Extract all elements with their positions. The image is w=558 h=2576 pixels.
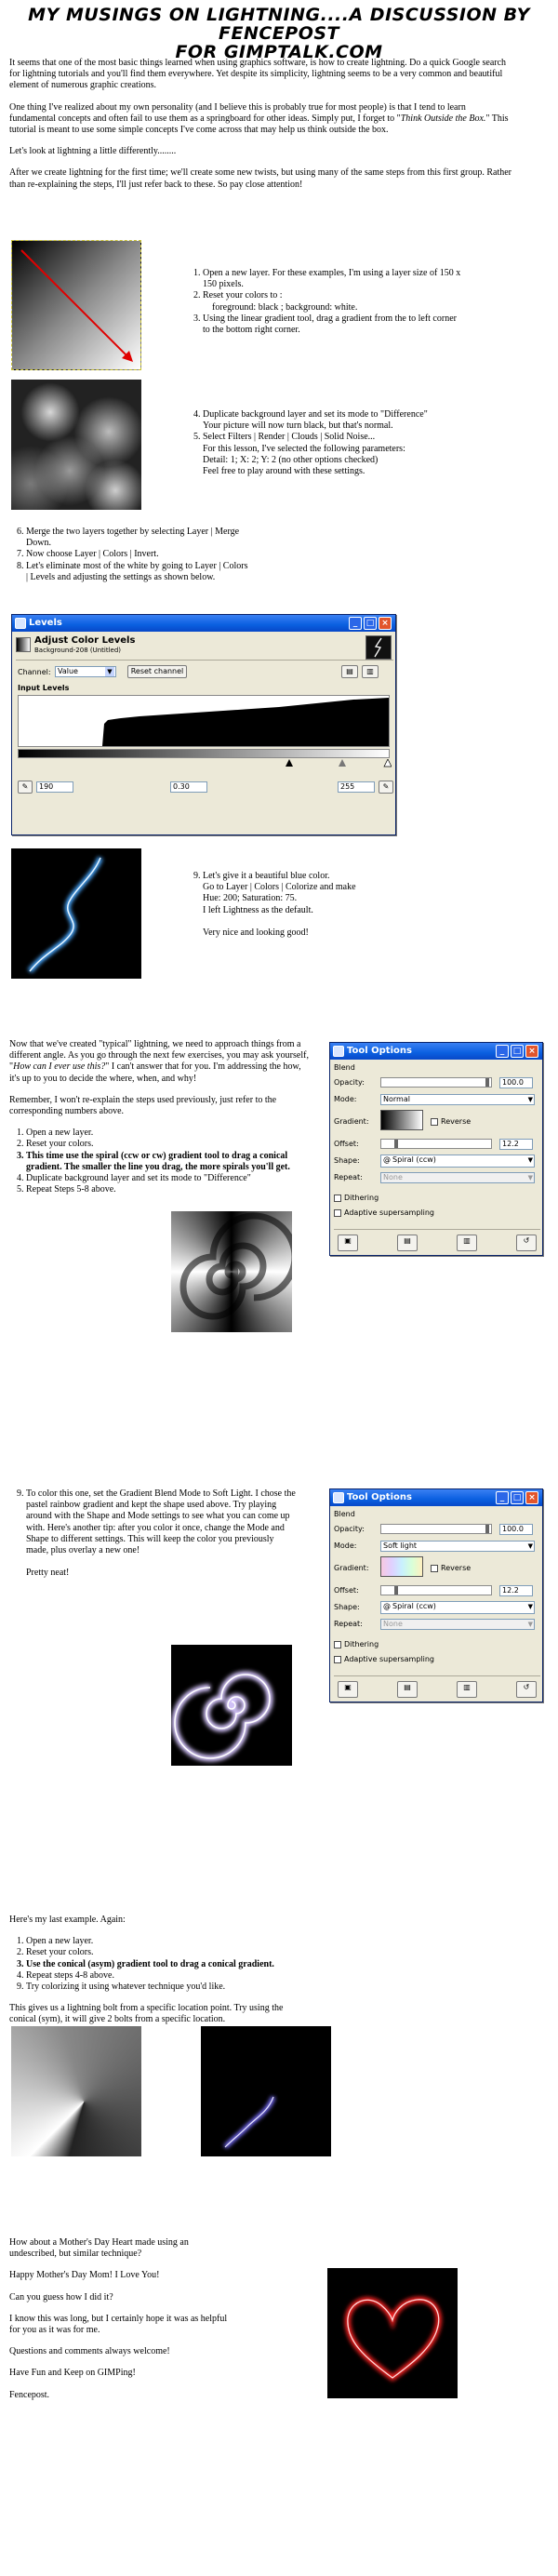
maximize-icon[interactable]: □ — [364, 617, 377, 630]
part4-paragraph: This gives us a lightning bolt from a specific location point. Try using the conical (sym), it will give 2 bolts from a specific location. — [9, 2003, 284, 2025]
difference-clouds-image — [11, 380, 141, 510]
reset-options-icon[interactable]: ↺ — [516, 1235, 537, 1251]
offset-slider[interactable] — [380, 1585, 492, 1595]
tool-options-app-icon — [333, 1492, 344, 1503]
part4-intro: Here's my last example. Again: — [9, 1915, 126, 1925]
chevron-down-icon: ▼ — [105, 667, 114, 676]
adaptive-supersampling-checkbox[interactable]: Adaptive supersampling — [334, 1653, 538, 1666]
delete-options-icon[interactable]: ▥ — [457, 1235, 477, 1251]
offset-field[interactable]: 12.2 — [499, 1585, 533, 1596]
mode-select[interactable]: Normal ▼ — [380, 1094, 535, 1105]
glowing-spiral — [171, 1645, 292, 1766]
delete-options-icon[interactable]: ▥ — [457, 1681, 477, 1698]
step-9: 9. Let's give it a beautiful blue color. Go to Layer | Colors | Colorize and make Hue: 200; Saturation: 75. I left Lightness as the default. Very nice and looking good! — [186, 871, 363, 939]
heart-lightning-image — [327, 2268, 458, 2398]
tool-options-dialog-2: Tool Options _ □ × Blend Opacity: 100.0 Mode: Soft light ▼ Gradient: Reverse Offset: 12.2 Shape: @ Spiral (ccw) ▼ Repeat: None ▼ Dithering Adaptive supersampling ▣ ▤ ▥ ↺ — [329, 1488, 543, 1702]
blue-lightning-image — [11, 848, 141, 979]
steps-4-5 — [186, 409, 493, 477]
reverse-checkbox[interactable]: Reverse — [431, 1115, 471, 1128]
part2-intro — [9, 1039, 312, 1195]
chevron-down-icon: ▼ — [527, 1096, 533, 1103]
levels-titlebar[interactable] — [12, 615, 395, 632]
part2-step-1: 1. Open a new layer. — [26, 1128, 312, 1139]
reset-channel-button[interactable]: Reset channel — [127, 665, 187, 678]
part2-step-3: 3. This time use the spiral (ccw or cw) gradient tool to drag a conical gradient. The smaller the line you drag, the more spirals you'll get. — [26, 1151, 312, 1173]
step-4: 4. Duplicate background layer and set its mode to "Difference" Your picture will now turn black, but that's normal. — [203, 409, 493, 432]
gradient-swatch[interactable] — [380, 1110, 423, 1130]
linear-gradient-image — [11, 240, 141, 370]
pastel-spiral-lightning-image — [171, 1645, 292, 1766]
step-1: 1. Open a new layer. For these examples, I'm using a layer size of 150 x 150 pixels. — [203, 268, 465, 290]
part4-section — [9, 1915, 288, 2036]
repeat-select[interactable]: None ▼ — [380, 1619, 535, 1630]
part2-paragraph-2: Remember, I won't re-explain the steps used previously, just refer to the corresponding numbers above. — [9, 1094, 277, 1116]
linear-histogram-icon[interactable]: ▤ — [341, 665, 358, 678]
pick-black-icon[interactable]: ✎ — [18, 781, 33, 794]
adaptive-supersampling-checkbox[interactable]: Adaptive supersampling — [334, 1207, 538, 1220]
part4-step-3: 3. Use the conical (asym) gradient tool to drag a conical gradient. — [26, 1959, 288, 1970]
restore-options-icon[interactable]: ▤ — [397, 1681, 418, 1698]
intro-paragraph-2: One thing I've realized about my own personality (and I believe this is probably true for most people) is that I tend to learn fundamental concepts and often fail to use them as a springboard for other ideas. Simply put, I forget to "Think Outside the Box." This tutorial is meant to use some simple concepts I've come across that may help us think outside the box. — [9, 101, 509, 135]
levels-subheading: Background-208 (Untitled) — [34, 647, 122, 654]
closing-signature: Fencepost. — [9, 2389, 50, 2400]
mode-select[interactable]: Soft light ▼ — [380, 1541, 535, 1552]
blue-lightning-bolt — [11, 848, 141, 979]
lightning-thumb-icon — [366, 636, 391, 659]
part3-steps — [9, 1488, 298, 1580]
shape-select[interactable]: @ Spiral (ccw) ▼ — [380, 1155, 535, 1168]
closing-paragraph-1: How about a Mother's Day Heart made using an undescribed, but similar technique? — [9, 2237, 189, 2260]
chevron-down-icon: ▼ — [527, 1542, 533, 1550]
intro-section — [9, 58, 512, 201]
step-2: 2. Reset your colors to : foreground: black ; background: white. — [203, 290, 465, 313]
part2-paragraph-1: Now that we've created "typical" lightning, we need to approach things from a different angle. As you go through the next few exercises, you may ask yourself, "How can I ever use this?" I can't answer that for you. I'm addressing the how, it's up to you to decide the where, when, and why! — [9, 1039, 309, 1084]
closing-paragraph-6: Have Fun and Keep on GIMPing! — [9, 2368, 136, 2379]
intro-paragraph-4: After we create lightning for the first time; we'll create some new twists, but using many of the same steps from this first group. Rather than re-explaining the steps, I'll just refer back to these. So pay close attention! — [9, 167, 512, 190]
steps-1-3 — [186, 268, 465, 336]
minimize-icon[interactable]: _ — [496, 1491, 509, 1504]
intro-paragraph-1: It seems that one of the most basic things learned when using graphics software, is how to create lightning. Do a quick Google search for lightning tutorials and you'll find them everywhere. Yet despite its simplicity, lightning seems to be a very common and beautiful element of numerous graphic creations. — [9, 58, 507, 91]
levels-dialog — [11, 614, 396, 835]
gamma-input-field[interactable]: 0.30 — [170, 781, 207, 793]
shape-select[interactable]: @ Spiral (ccw) ▼ — [380, 1601, 535, 1614]
part4-step-4: 4. Repeat steps 4-8 above. — [26, 1970, 288, 1982]
maximize-icon[interactable]: □ — [511, 1491, 524, 1504]
restore-options-icon[interactable]: ▤ — [397, 1235, 418, 1251]
channel-label: Channel: — [18, 668, 51, 676]
step-6: 6. Merge the two layers together by selecting Layer | Merge Down. — [26, 527, 251, 549]
part4-step-9: 9. Try colorizing it using whatever technique you'd like. — [26, 1982, 288, 1993]
tool-options-app-icon — [333, 1046, 344, 1057]
intro-paragraph-3: Let's look at lightning a little differently........ — [9, 146, 177, 157]
input-levels-label: Input Levels — [18, 684, 70, 692]
save-options-icon[interactable]: ▣ — [338, 1235, 358, 1251]
part2-step-2: 2. Reset your colors. — [26, 1139, 312, 1150]
gradient-arrow-icon — [12, 241, 142, 371]
tool-options-titlebar-1[interactable]: Tool Options _ □ × — [330, 1043, 542, 1060]
part2-step-5: 5. Repeat Steps 5-8 above. — [26, 1184, 312, 1195]
opacity-field[interactable]: 100.0 — [499, 1077, 533, 1088]
step-5: 5. Select Filters | Render | Clouds | Solid Noise... For this lesson, I've selected the following parameters: Detail: 1; X: 2; Y: 2 (no other options checked) Feel free to play around with these settings. — [203, 432, 493, 477]
tool-options-dialog-1: Tool Options _ □ × Blend Opacity: 100.0 Mode: Normal ▼ Gradient: Reverse Offset: 12.2 Shape: @ Spiral (ccw) ▼ Repeat: None ▼ Dithering Adaptive supersampling ▣ ▤ ▥ ↺ — [329, 1042, 543, 1256]
part2-steps — [9, 1128, 312, 1195]
spiral-gradient-image — [171, 1211, 292, 1332]
step-3: 3. Using the linear gradient tool, drag a gradient from the to left corner to the bottom right corner. — [203, 314, 465, 336]
chevron-down-icon: ▼ — [527, 1621, 533, 1628]
minimize-icon[interactable]: _ — [349, 617, 362, 630]
tool-options-titlebar-2[interactable]: Tool Options _ □ × — [330, 1489, 542, 1506]
levels-window-title: Levels — [29, 618, 62, 628]
low-input-field[interactable]: 190 — [36, 781, 73, 793]
levels-app-icon — [15, 618, 26, 629]
levels-header-icon — [16, 637, 31, 652]
dithering-checkbox[interactable]: Dithering — [334, 1192, 538, 1205]
repeat-select[interactable]: None ▼ — [380, 1172, 535, 1183]
closing-paragraph-4: I know this was long, but I certainly hope it was as helpful for you as it was for me. — [9, 2313, 228, 2335]
steps-6-8 — [9, 527, 251, 583]
closing-section — [9, 2237, 232, 2411]
pick-white-icon[interactable]: ✎ — [379, 781, 393, 794]
high-input-field[interactable]: 255 — [338, 781, 375, 793]
single-bolt-image — [201, 2026, 331, 2156]
chevron-down-icon: ▼ — [527, 1174, 533, 1181]
close-icon[interactable]: × — [379, 617, 392, 630]
pastel-gradient-swatch[interactable] — [380, 1556, 423, 1577]
red-heart-icon — [327, 2268, 458, 2398]
blend-section-label: Blend — [334, 1063, 355, 1072]
spiral-icon: @ — [383, 1602, 391, 1610]
closing-paragraph-3: Can you guess how I did it? — [9, 2291, 113, 2302]
blend-section-label: Blend — [334, 1510, 355, 1518]
opacity-slider[interactable] — [380, 1077, 492, 1088]
log-histogram-icon[interactable]: ▥ — [362, 665, 379, 678]
title-line-2: FOR GIMPTALK.COM — [175, 42, 383, 62]
offset-field[interactable]: 12.2 — [499, 1139, 533, 1150]
histogram — [18, 695, 390, 747]
conical-gradient-image — [11, 2026, 141, 2156]
dithering-checkbox[interactable]: Dithering — [334, 1638, 538, 1651]
save-options-icon[interactable]: ▣ — [338, 1681, 358, 1698]
histogram-graph — [19, 696, 389, 746]
level-handles[interactable] — [16, 759, 392, 768]
part2-step-4: 4. Duplicate background layer and set its mode to "Difference" — [26, 1173, 312, 1184]
reverse-checkbox[interactable]: Reverse — [431, 1562, 471, 1575]
part3-step-9: 9. To color this one, set the Gradient Blend Mode to Soft Light. I chose the pastel rainbow gradient and kept the shape used above. Try playing around with the Shape and Mode settings to see what you can come up with. Here's another tip: after you color it once, change the Mode and Shape to different settings. This will keep the color you previously made, plus overlay a new one! Pretty neat! — [26, 1488, 298, 1580]
levels-thumbnail — [365, 635, 392, 660]
step-8: 8. Let's eliminate most of the white by going to Layer | Colors | Levels and adjusting the settings as shown below. — [26, 561, 251, 583]
levels-heading: Adjust Color Levels — [34, 635, 136, 646]
violet-lightning-bolt — [201, 2026, 331, 2156]
minimize-icon[interactable]: _ — [496, 1045, 509, 1058]
close-icon[interactable]: × — [525, 1045, 538, 1058]
step-7: 7. Now choose Layer | Colors | Invert. — [26, 549, 251, 560]
closing-paragraph-5: Questions and comments always welcome! — [9, 2346, 170, 2357]
opacity-field[interactable]: 100.0 — [499, 1524, 533, 1535]
page-title — [0, 6, 558, 61]
chevron-down-icon: ▼ — [527, 1156, 533, 1164]
spiral-icon: @ — [383, 1155, 391, 1164]
part4-step-2: 2. Reset your colors. — [26, 1947, 288, 1958]
channel-select[interactable]: Value ▼ — [55, 666, 116, 677]
spiral-shape — [171, 1211, 292, 1332]
opacity-slider[interactable] — [380, 1524, 492, 1534]
maximize-icon[interactable]: □ — [511, 1045, 524, 1058]
part4-step-1: 1. Open a new layer. — [26, 1936, 288, 1947]
chevron-down-icon: ▼ — [527, 1603, 533, 1610]
close-icon[interactable]: × — [525, 1491, 538, 1504]
title-line-1: MY MUSINGS ON LIGHTNING....A DISCUSSION BY FENCEPOST — [28, 5, 530, 44]
closing-paragraph-2: Happy Mother's Day Mom! I Love You! — [9, 2270, 160, 2281]
part4-steps — [9, 1936, 288, 1993]
input-gradient-bar — [18, 749, 390, 758]
reset-options-icon[interactable]: ↺ — [516, 1681, 537, 1698]
offset-slider[interactable] — [380, 1139, 492, 1149]
